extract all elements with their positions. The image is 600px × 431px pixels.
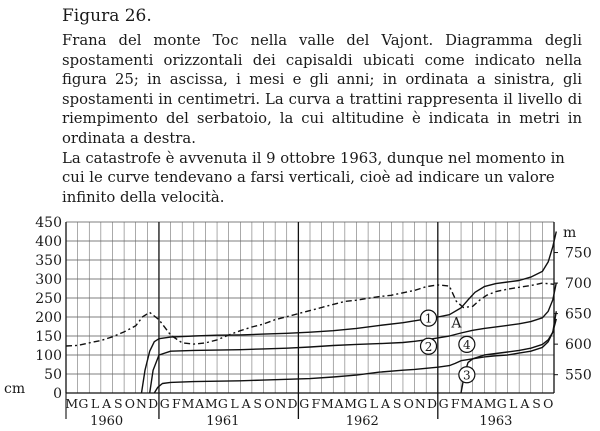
chart-annotation: A: [451, 315, 462, 332]
series-label: 4: [463, 337, 471, 352]
x-tick-month: L: [230, 396, 239, 411]
chart-labels: [421, 310, 475, 383]
x-tick-month: L: [509, 396, 518, 411]
x-tick-month: G: [78, 396, 89, 411]
caption-paragraph-2: La catastrofe è avvenuta il 9 ottobre 1963, dunque nel momento in cui le curve tendevano a farsi verticali, cioè ad indicare un valore infinito della velocità.: [62, 149, 565, 206]
y-tick-left: 0: [53, 386, 62, 402]
x-tick-month: G: [217, 396, 228, 411]
y-tick-right: 650: [565, 306, 592, 323]
caption-paragraph-1: Frana del monte Toc nella valle del Vajont. Diagramma degli spostamenti orizzontali dei capisaldi ubicati come indicato nella figura 25; in ascissa, i mesi e gli anni; in ordinata a sinistra, gli spostamenti in centimetri. La curva a trattini rappresenta il livello di riempimento del serbatoio, la cui altitudine è indicata in metri in ordinata a destra.: [62, 32, 582, 147]
x-tick-month: G: [496, 396, 507, 411]
x-tick-month: A: [241, 396, 251, 411]
y-tick-left: 50: [44, 367, 62, 383]
series-curve-2: [150, 283, 557, 393]
y-tick-left: 300: [35, 272, 62, 288]
x-tick-month: A: [381, 396, 391, 411]
x-tick-month: S: [113, 396, 123, 411]
x-tick-month: D: [148, 396, 159, 411]
series-label: 2: [424, 339, 433, 354]
x-tick-month: N: [275, 396, 287, 411]
y-tick-right: 750: [565, 245, 592, 262]
x-tick-month: M: [65, 396, 79, 411]
x-tick-year: 1963: [479, 414, 513, 429]
x-tick-month: S: [532, 396, 541, 411]
y-tick-left: 450: [35, 215, 62, 231]
x-tick-month: A: [334, 396, 344, 411]
x-tick-month: O: [543, 396, 554, 411]
figure-label: Figura 26.: [62, 6, 152, 26]
x-tick-month: M: [344, 396, 358, 411]
x-tick-month: M: [204, 396, 218, 411]
x-tick-year: 1961: [206, 414, 240, 429]
x-tick-month: G: [159, 396, 170, 411]
x-tick-month: A: [195, 396, 205, 411]
x-tick-month: N: [136, 396, 147, 411]
x-tick-month: G: [299, 396, 310, 411]
x-tick-month: L: [90, 396, 100, 411]
x-tick-month: L: [369, 396, 379, 411]
x-tick-month: M: [483, 396, 497, 411]
x-tick-month: A: [473, 396, 483, 411]
series-label: 1: [424, 311, 433, 326]
x-tick-year: 1960: [90, 414, 124, 429]
x-tick-month: S: [392, 396, 402, 411]
x-tick-month: A: [520, 396, 530, 411]
y-tick-right: 550: [565, 367, 592, 384]
x-tick-month: O: [403, 396, 414, 411]
x-tick-month: O: [124, 396, 136, 411]
series-label: 3: [463, 368, 471, 383]
x-tick-year: 1962: [345, 414, 379, 429]
y-axis-label-left: cm: [4, 381, 26, 397]
x-tick-month: D: [426, 396, 438, 411]
y-axis-label-right: m: [563, 225, 577, 242]
x-tick-month: M: [460, 396, 474, 411]
x-tick-month: M: [181, 396, 195, 411]
chart-grid: [66, 222, 554, 393]
y-tick-left: 350: [35, 253, 62, 269]
x-tick-month: N: [414, 396, 426, 411]
x-tick-month: S: [253, 396, 263, 411]
x-tick-month: G: [438, 396, 449, 411]
series-curve-1: [142, 232, 557, 394]
x-tick-month: A: [102, 396, 112, 411]
x-tick-month: M: [321, 396, 334, 411]
x-tick-month: G: [357, 396, 368, 411]
x-tick-month: D: [287, 396, 298, 411]
x-tick-month: O: [264, 396, 275, 411]
y-tick-left: 100: [35, 348, 62, 364]
y-tick-left: 400: [35, 234, 62, 250]
y-tick-right: 700: [565, 276, 592, 293]
x-tick-month: F: [172, 396, 181, 411]
y-tick-left: 200: [35, 310, 62, 326]
y-tick-left: 250: [35, 291, 62, 307]
y-tick-right: 600: [565, 337, 592, 354]
x-tick-month: F: [450, 396, 460, 411]
chart-series: [66, 232, 556, 394]
x-tick-month: F: [311, 396, 321, 411]
y-tick-left: 150: [35, 329, 62, 345]
